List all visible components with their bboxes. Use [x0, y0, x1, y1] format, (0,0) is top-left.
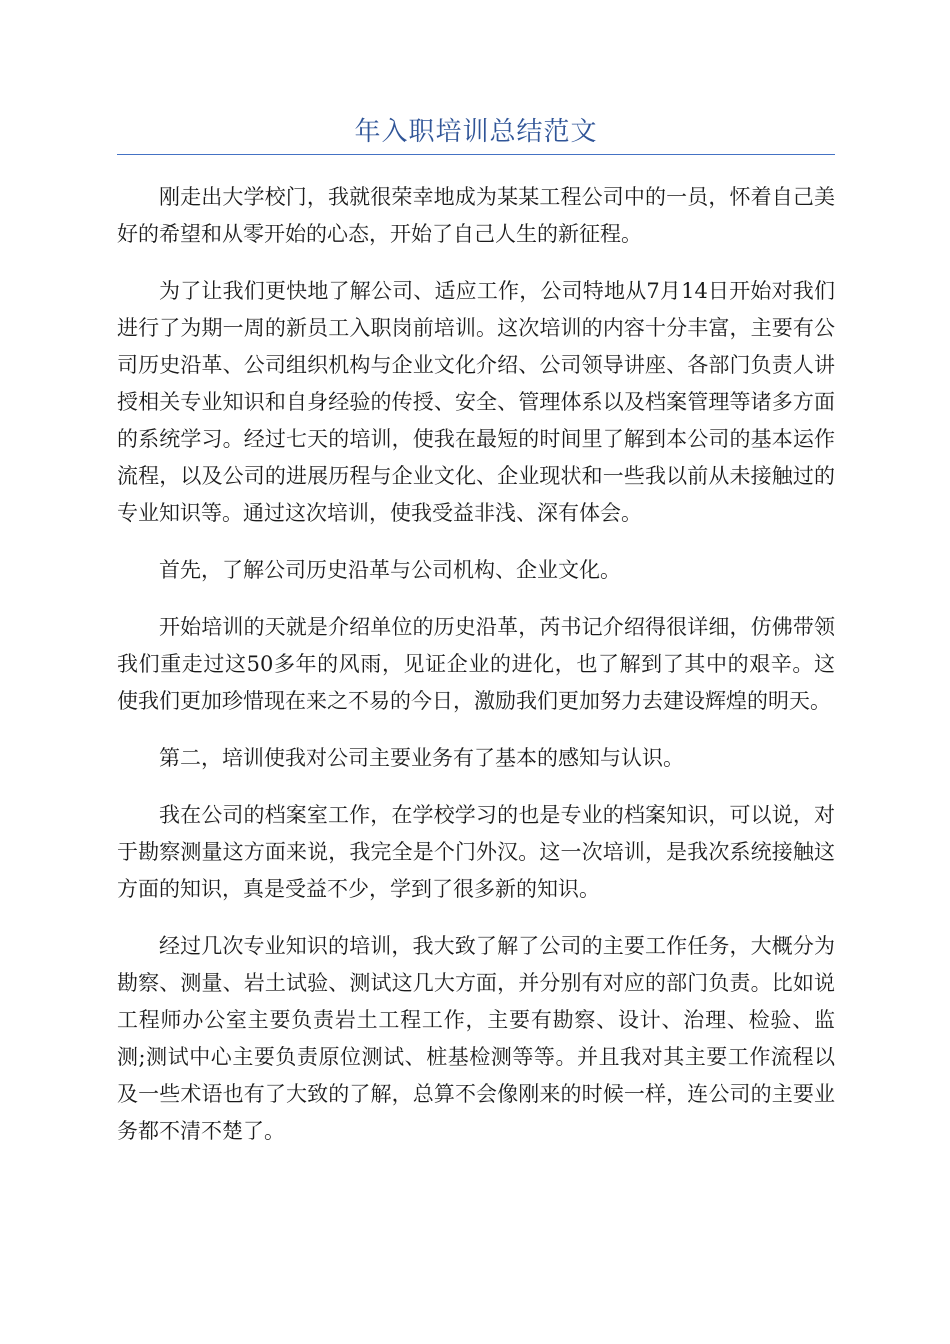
document-body: [117, 179, 835, 1170]
document-title: 年入职培训总结范文: [354, 117, 598, 147]
paragraph-second-point: 第二，培训使我对公司主要业务有了基本的感知与认识。: [159, 746, 684, 770]
title-underline: [117, 154, 835, 155]
paragraph-history: 开始培训的天就是介绍单位的历史沿革，芮书记介绍得很详细，仿佛带领我们重走过这50多年的风雨，见证企业的进化，也了解到了其中的艰辛。这使我们更加珍惜现在来之不易的今日，激励我们更加努力去建设辉煌的明天。: [117, 615, 835, 713]
paragraph-archive-work: 我在公司的档案室工作，在学校学习的也是专业的档案知识，可以说，对于勘察测量这方面来说，我完全是个门外汉。这一次培训，是我次系统接触这方面的知识，真是受益不少，学到了很多新的知识。: [117, 803, 835, 901]
paragraph-training-overview: 为了让我们更快地了解公司、适应工作，公司特地从7月14日开始对我们进行了为期一周的新员工入职岗前培训。这次培训的内容十分丰富，主要有公司历史沿革、公司组织机构与企业文化介绍、公司领导讲座、各部门负责人讲授相关专业知识和自身经验的传授、安全、管理体系以及档案管理等诸多方面的系统学习。经过七天的培训，使我在最短的时间里了解到本公司的基本运作流程，以及公司的进展历程与企业文化、企业现状和一些我以前从未接触过的专业知识等。通过这次培训，使我受益非浅、深有体会。: [117, 279, 835, 525]
paragraph-business-areas: 经过几次专业知识的培训，我大致了解了公司的主要工作任务，大概分为勘察、测量、岩土试验、测试这几大方面，并分别有对应的部门负责。比如说工程师办公室主要负责岩土工程工作，主要有勘察、设计、治理、检验、监测;测试中心主要负责原位测试、桩基检测等等。并且我对其主要工作流程以及一些术语也有了大致的了解，总算不会像刚来的时候一样，连公司的主要业务都不清不楚了。: [117, 934, 835, 1143]
paragraph-first-point: 首先，了解公司历史沿革与公司机构、企业文化。: [159, 558, 621, 582]
paragraph-intro: 刚走出大学校门，我就很荣幸地成为某某工程公司中的一员，怀着自己美好的希望和从零开始的心态，开始了自己人生的新征程。: [117, 185, 835, 246]
